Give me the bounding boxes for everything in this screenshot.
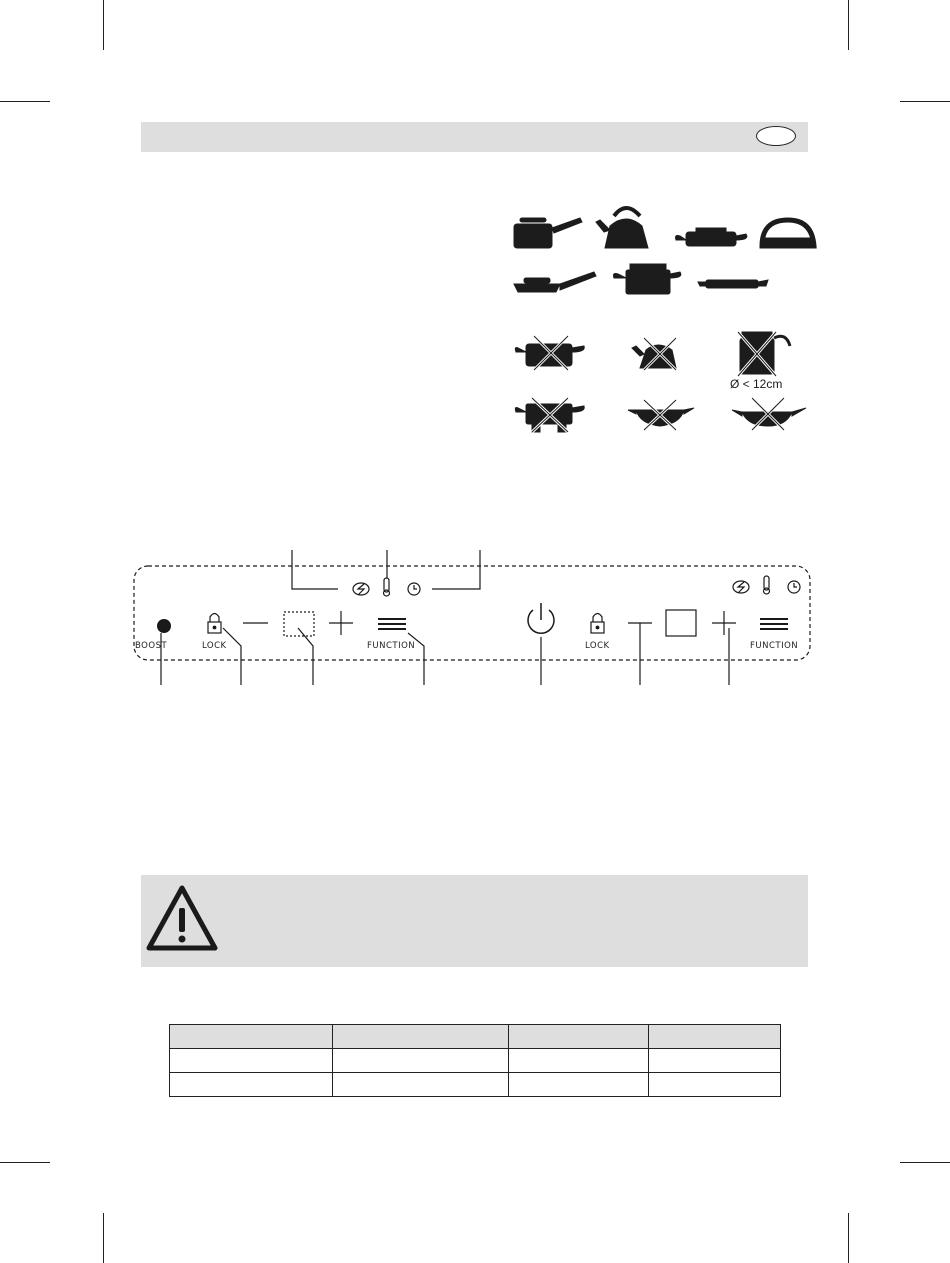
table-cell [648, 1073, 780, 1097]
unsuitable-footed-pot-icon [515, 398, 584, 432]
frying-pan-icon [514, 272, 596, 292]
control-panel-diagram [128, 540, 818, 690]
timer-icon-right [788, 581, 800, 593]
crop-mark [848, 0, 849, 50]
unsuitable-wok-icon [732, 398, 806, 430]
cookware-diameter-note: Ø < 12cm [730, 377, 783, 391]
no-power-icon-right [733, 581, 749, 593]
temperature-icon [384, 578, 390, 596]
kettle-icon [596, 208, 648, 248]
table-header-cell [648, 1025, 780, 1049]
table-cell [170, 1049, 333, 1073]
table-header-cell [170, 1025, 333, 1049]
panel-outline [134, 566, 810, 660]
table-cell [170, 1073, 333, 1097]
plus-icon-right [712, 611, 736, 635]
function-icon [378, 619, 406, 629]
cookware-illustrations [500, 198, 820, 448]
table-cell [648, 1049, 780, 1073]
unsuitable-small-pot-icon [738, 332, 790, 376]
warning-band [141, 875, 808, 967]
lock-label-right: LOCK [585, 641, 610, 651]
roasting-pan-icon [676, 228, 747, 246]
plus-icon [329, 611, 353, 635]
crop-mark [0, 1162, 50, 1163]
leader-line [432, 550, 480, 589]
boost-label: BOOST [135, 641, 168, 651]
power-icon [528, 603, 554, 633]
unsuitable-kettle-icon [632, 338, 676, 370]
table-row [170, 1073, 781, 1097]
table-header-row [170, 1025, 781, 1049]
saucepan-icon [514, 218, 582, 248]
crop-mark [848, 1213, 849, 1263]
table-cell [509, 1049, 648, 1073]
header-band [141, 122, 808, 152]
crop-mark [103, 1213, 104, 1263]
unsuitable-wide-pot-icon [515, 336, 584, 370]
lock-icon [208, 614, 221, 634]
table-cell [509, 1073, 648, 1097]
boost-button [157, 619, 171, 633]
lock-icon-right [591, 614, 604, 634]
no-power-icon [353, 583, 369, 595]
lock-label: LOCK [202, 641, 227, 651]
timer-icon [408, 583, 420, 595]
crop-mark [0, 101, 50, 102]
table-header-cell [333, 1025, 509, 1049]
crop-mark [103, 0, 104, 50]
dome-lid-icon [762, 220, 814, 246]
level-display-right [666, 610, 696, 636]
function-label-right: FUNCTION [750, 641, 799, 651]
temperature-icon-right [764, 576, 770, 594]
table-header-cell [509, 1025, 648, 1049]
unsuitable-rounded-pan-icon [628, 400, 694, 430]
level-display [284, 612, 314, 636]
stockpot-icon [614, 264, 681, 294]
table-cell [333, 1049, 509, 1073]
table-cell [333, 1073, 509, 1097]
griddle-icon [698, 280, 768, 288]
language-badge [756, 126, 796, 146]
function-icon-right [760, 619, 788, 629]
leader-line [223, 628, 241, 685]
crop-mark [900, 101, 950, 102]
crop-mark [900, 1162, 950, 1163]
specs-table [169, 1024, 781, 1097]
warning-triangle-icon [145, 884, 219, 952]
function-label: FUNCTION [367, 641, 416, 651]
leader-line [292, 550, 338, 589]
table-row [170, 1049, 781, 1073]
